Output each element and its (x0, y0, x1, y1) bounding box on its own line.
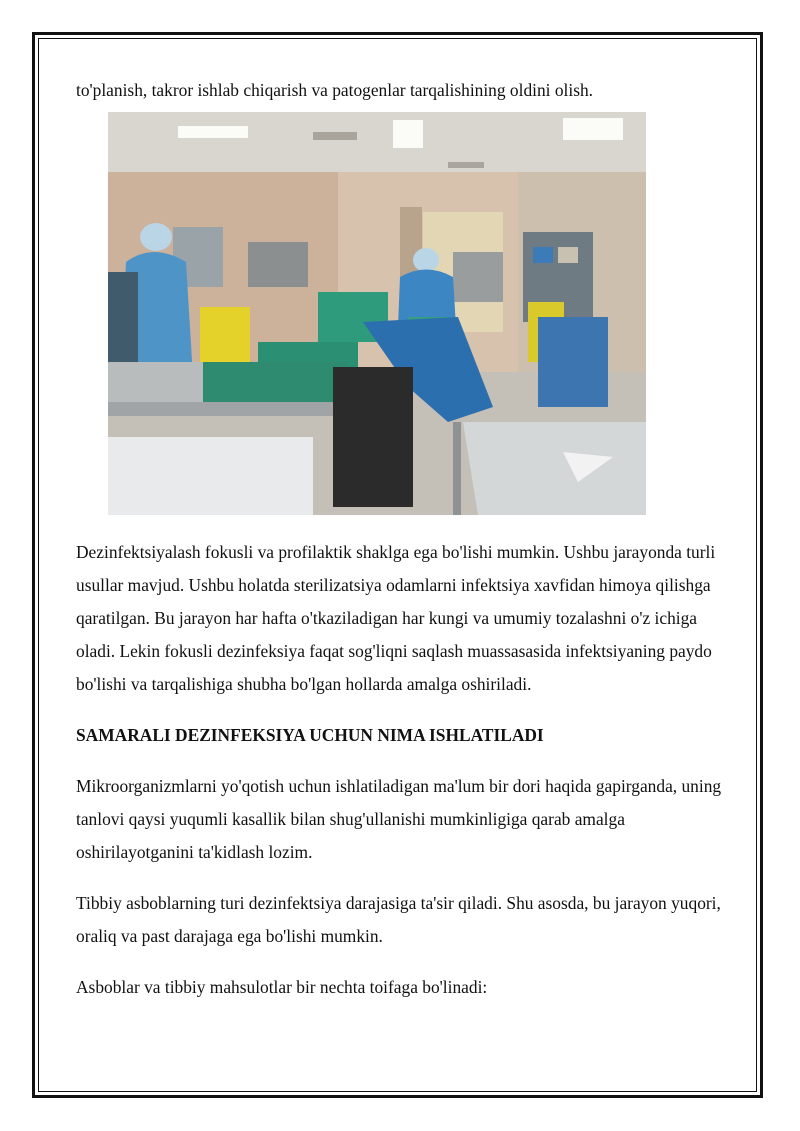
section-heading: SAMARALI DEZINFEKSIYA UCHUN NIMA ISHLATILADI (76, 725, 544, 745)
sterilization-room-photo (108, 112, 646, 515)
paragraph-2: Mikroorganizmlarni yo'qotish uchun ishlatiladigan ma'lum bir dori haqida gapirganda, uning tanlovi qaysi yuqumli kasallik bilan shug'ullanishi mumkinligiga qarab amalga oshirilayotganini ta'kidlash lozim. (76, 776, 722, 862)
opening-line: to'planish, takror ishlab chiqarish va patogenlar tarqalishining oldini olish. (76, 80, 594, 100)
document-body (76, 74, 726, 1004)
paragraph-4: Asboblar va tibbiy mahsulotlar bir nechta toifaga bo'linadi: (76, 977, 488, 997)
paragraph-3: Tibbiy asboblarning turi dezinfektsiya darajasiga ta'sir qiladi. Shu asosda, bu jarayon yuqori, oraliq va past darajaga ega bo'lishi mumkin. (76, 893, 721, 946)
paragraph-1: Dezinfektsiyalash fokusli va profilaktik shaklga ega bo'lishi mumkin. Ushbu jarayonda turli usullar mavjud. Ushbu holatda sterilizatsiya odamlarni infektsiya xavfidan himoya qilishga qaratilgan. Bu jarayon har hafta o'tkaziladigan har kungi va umumiy tozalashni o'z ichiga oladi. Lekin fokusli dezinfeksiya faqat sog'liqni saqlash muassasasida infektsiyaning paydo bo'lishi va tarqalishiga shubha bo'lgan hollarda amalga oshiriladi. (76, 542, 716, 694)
